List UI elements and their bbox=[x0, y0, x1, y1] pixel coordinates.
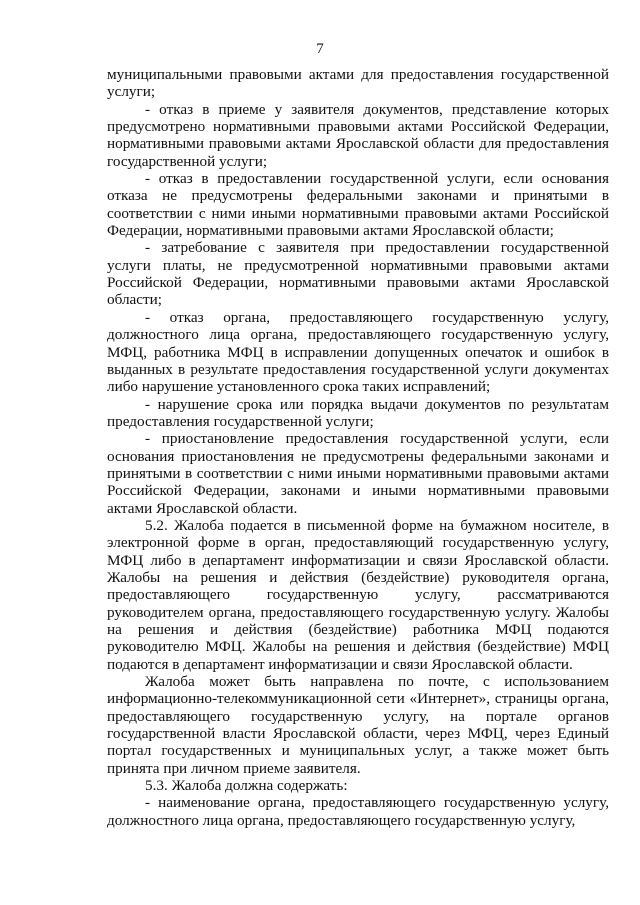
paragraph-section-5-3: 5.3. Жалоба должна содержать: bbox=[145, 777, 348, 795]
paragraph-delivery-violation: - нарушение срока или порядка выдачи документов по результатам предоставления государственной услуги; bbox=[107, 395, 609, 430]
paragraph-continuation: муниципальными правовыми актами для предоставления государственной услуги; bbox=[107, 66, 609, 101]
paragraph-refusal-service: - отказ в предоставлении государственной услуги, если основания отказа не предусмотрены федеральными законами и принятыми в соответствии с ними иными нормативными правовыми актами Российской Федерации, нормативными правовыми актами Ярославской области; bbox=[107, 170, 609, 240]
paragraph-correction-refusal: - отказ органа, предоставляющего государственную услугу, должностного лица органа, предоставляющего государственную услугу, МФЦ, работника МФЦ в исправлении допущенных опечаток и ошибок в выданных в результате предоставления государственной услуги документах либо нарушение установленного срока таких исправлений; bbox=[107, 308, 609, 396]
page-number: 7 bbox=[316, 41, 324, 57]
paragraph-refusal-documents: - отказ в приеме у заявителя документов, представление которых предусмотрено нормативными правовыми актами Российской Федерации, нормативными правовыми актами Ярославской области для предоставления государственной услуги; bbox=[107, 100, 609, 170]
paragraph-suspension: - приостановление предоставления государственной услуги, если основания приостановления не предусмотрены федеральными законами и принятыми в соответствии с ними иными нормативными правовыми актами Российской Федерации, законами и иными нормативными правовыми актами Ярославской области. bbox=[107, 430, 609, 517]
document-body bbox=[107, 66, 609, 829]
paragraph-fee-demand: - затребование с заявителя при предоставлении государственной услуги платы, не предусмотренной нормативными правовыми актами Российской Федерации, нормативными правовыми актами Ярославской области; bbox=[107, 239, 609, 309]
paragraph-complaint-channels: Жалоба может быть направлена по почте, с использованием информационно-телекоммуникационной сети «Интернет», страницы органа, предоставляющего государственную услугу, на портале органов государственной власти Ярославской области, через МФЦ, через Единый портал государственных и муниципальных услуг, а также может быть принята при личном приеме заявителя. bbox=[107, 673, 609, 777]
paragraph-authority-name: - наименование органа, предоставляющего государственную услугу, должностного лица органа, предоставляющего государственную услугу, bbox=[107, 794, 609, 829]
paragraph-section-5-2: 5.2. Жалоба подается в письменной форме на бумажном носителе, в электронной форме в орган, предоставляющий государственную услугу, МФЦ либо в департамент информатизации и связи Ярославской области. Жалобы на решения и действия (бездействие) руководителя органа, предоставляющего государственную услугу, рассматриваются руководителем органа, предоставляющего государственную услугу. Жалобы на решения и действия (бездействие) работника МФЦ подаются руководителю МФЦ. Жалобы на решения и действия (бездействие) МФЦ подаются в департамент информатизации и связи Ярославской области. bbox=[107, 516, 609, 673]
